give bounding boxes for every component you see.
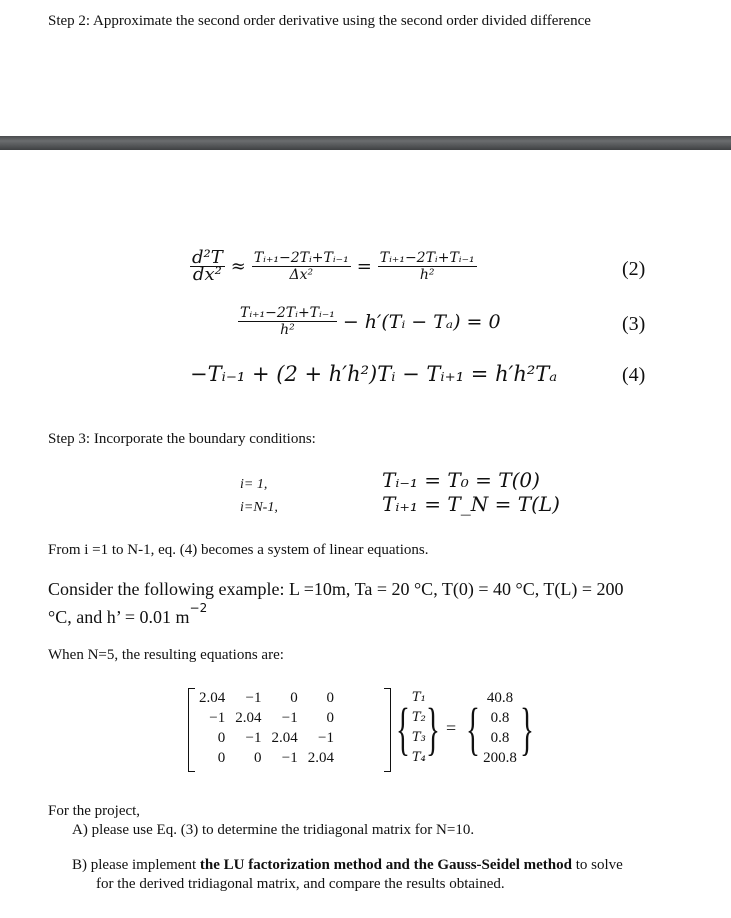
matrix-row	[194, 748, 339, 768]
matrix-row	[194, 728, 339, 748]
project-item-b-pre: B) please implement	[72, 857, 200, 873]
unknown-entry: T₄	[412, 750, 426, 765]
eq2-equals-sign: =	[356, 256, 372, 277]
project-item-b-post: to solve	[571, 857, 623, 873]
step3-heading: Step 3: Incorporate the boundary conditions:	[48, 431, 316, 447]
matrix-equals-sign: =	[446, 718, 457, 738]
matrix-system	[188, 688, 534, 774]
eq3-rest: − h′(Tᵢ − Tₐ) = 0	[342, 310, 501, 333]
matrix-cell: 2.04	[199, 690, 226, 706]
project-item-b-bold: the LU factorization method and the Gauss-Seidel method	[199, 857, 572, 873]
unknowns-vector	[412, 688, 426, 768]
project-heading: For the project,	[48, 803, 141, 819]
equation-4: −Tᵢ₋₁ + (2 + h′h²)Tᵢ − Tᵢ₊₁ = h′h²Tₐ	[190, 362, 558, 386]
matrix-cell: −1	[245, 730, 262, 746]
bc-equation-2: Tᵢ₊₁ = T_N = T(L)	[382, 492, 560, 516]
step2-heading: Step 2: Approximate the second order derivative using the second order divided difference	[48, 13, 591, 29]
matrix-cell: 0	[217, 750, 226, 766]
eq3-number: (3)	[622, 313, 646, 335]
eq4-number: (4)	[622, 364, 646, 386]
matrix-row	[194, 688, 339, 708]
rhs-vector	[478, 688, 522, 768]
matrix-cell: 2.04	[271, 730, 298, 746]
eq3-fraction-numerator: Tᵢ₊₁−2Tᵢ+Tᵢ₋₁	[240, 305, 335, 321]
project-item-b-line2: for the derived tridiagonal matrix, and compare the results obtained.	[96, 876, 505, 892]
matrix-cell: 0	[217, 730, 226, 746]
matrix-right-bracket	[384, 688, 391, 772]
matrix-cell: −1	[245, 690, 262, 706]
unknowns-left-brace: {	[396, 696, 410, 761]
example-line-2	[48, 601, 207, 628]
matrix-cell: 0	[290, 690, 298, 706]
rhs-entry: 0.8	[490, 710, 510, 726]
when-n5-text: When N=5, the resulting equations are:	[48, 647, 284, 663]
matrix-cell: −1	[209, 710, 226, 726]
eq2-number: (2)	[622, 258, 646, 280]
eq2-lhs-fraction	[190, 247, 225, 285]
unknown-entry: T₃	[412, 730, 426, 745]
project-item-a: A) please use Eq. (3) to determine the tridiagonal matrix for N=10.	[72, 822, 475, 838]
coefficient-matrix	[194, 688, 339, 768]
matrix-cell: −1	[318, 730, 334, 746]
rhs-entry: 40.8	[486, 690, 514, 706]
equation-3	[238, 305, 501, 338]
matrix-cell: 2.04	[307, 750, 334, 766]
bc-equation-1: Tᵢ₋₁ = T₀ = T(0)	[382, 468, 540, 492]
matrix-cell: −1	[281, 750, 298, 766]
bc-condition-2: i=N-1,	[240, 500, 278, 515]
eq3-fraction	[238, 305, 337, 338]
matrix-cell: 2.04	[235, 710, 262, 726]
unknown-entry: T₁	[412, 690, 426, 705]
eq2-lhs-denominator: dx²	[192, 264, 222, 285]
unknown-entry: T₂	[412, 710, 426, 725]
unknowns-right-brace: }	[426, 696, 440, 761]
example-line-1: Consider the following example: L =10m, Ta = 20 °C, T(0) = 40 °C, T(L) = 200	[48, 579, 624, 599]
rhs-left-brace: {	[466, 696, 480, 761]
section-divider	[0, 136, 731, 150]
eq2-fraction-1-numerator: Tᵢ₊₁−2Tᵢ+Tᵢ₋₁	[253, 250, 349, 266]
matrix-cell: 0	[326, 710, 334, 726]
eq2-approx-sign: ≈	[230, 256, 246, 277]
eq2-fraction-1-denominator: Δx²	[289, 267, 314, 283]
eq3-fraction-denominator: h²	[280, 322, 295, 338]
example-exponent: −2	[189, 601, 208, 615]
matrix-cell: 0	[326, 690, 334, 706]
project-item-b	[72, 856, 623, 874]
eq2-fraction-2	[378, 250, 477, 283]
matrix-cell: −1	[281, 710, 298, 726]
eq2-fraction-2-denominator: h²	[419, 267, 435, 283]
example-line-2-text: °C, and h’ = 0.01 m	[48, 607, 190, 627]
matrix-row	[194, 708, 339, 728]
rhs-entry: 0.8	[490, 730, 510, 746]
rhs-right-brace: }	[520, 696, 534, 761]
eq2-fraction-1	[252, 250, 351, 283]
rhs-entry: 200.8	[483, 750, 517, 766]
matrix-cell: 0	[254, 750, 262, 766]
linear-system-note: From i =1 to N-1, eq. (4) becomes a system of linear equations.	[48, 542, 429, 558]
bc-condition-1: i= 1,	[240, 477, 268, 492]
eq2-fraction-2-numerator: Tᵢ₊₁−2Tᵢ+Tᵢ₋₁	[379, 250, 475, 266]
equation-2	[190, 247, 477, 285]
eq2-lhs-numerator: d²T	[192, 247, 223, 268]
